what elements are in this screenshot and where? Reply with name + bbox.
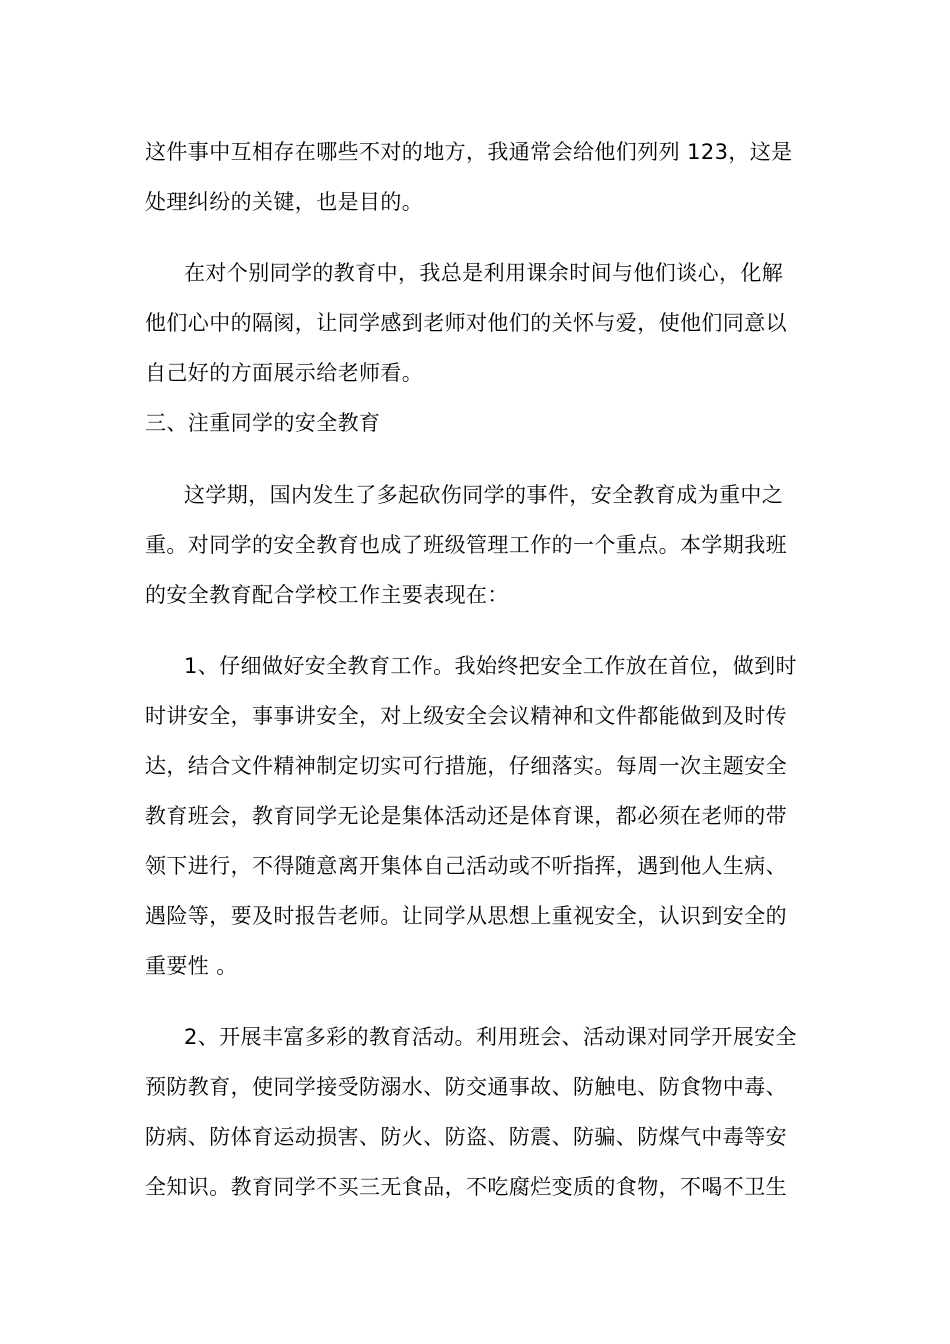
text-line: 预防教育，使同学接受防溺水、防交通事故、防触电、防食物中毒、 — [145, 1075, 787, 1099]
text-line: 2、开展丰富多彩的教育活动。利用班会、活动课对同学开展安全 — [184, 1025, 797, 1049]
text-line: 重。对同学的安全教育也成了班级管理工作的一个重点。本学期我班 — [145, 533, 787, 557]
text-line: 这件事中互相存在哪些不对的地方，我通常会给他们列列 123，这是 — [145, 140, 793, 164]
text-line: 时讲安全，事事讲安全，对上级安全会议精神和文件都能做到及时传 — [145, 704, 787, 728]
text-line: 1、仔细做好安全教育工作。我始终把安全工作放在首位，做到时 — [184, 654, 797, 678]
section-heading: 三、注重同学的安全教育 — [145, 411, 381, 435]
text-line: 全知识。教育同学不买三无食品，不吃腐烂变质的食物，不喝不卫生 — [145, 1175, 787, 1199]
text-line: 教育班会，教育同学无论是集体活动还是体育课，都必须在老师的带 — [145, 804, 787, 828]
text-line: 处理纠纷的关键，也是目的。 — [145, 190, 424, 214]
text-line: 的安全教育配合学校工作主要表现在： — [145, 583, 509, 607]
text-line: 在对个别同学的教育中，我总是利用课余时间与他们谈心，化解 — [184, 261, 784, 285]
text-line: 领下进行，不得随意离开集体自己活动或不听指挥，遇到他人生病、 — [145, 854, 787, 878]
text-line: 防病、防体育运动损害、防火、防盗、防震、防骗、防煤气中毒等安 — [145, 1125, 787, 1149]
text-line: 达，结合文件精神制定切实可行措施，仔细落实。每周一次主题安全 — [145, 754, 787, 778]
text-line: 这学期，国内发生了多起砍伤同学的事件，安全教育成为重中之 — [184, 483, 784, 507]
text-line: 自己好的方面展示给老师看。 — [145, 361, 424, 385]
text-line: 遇险等，要及时报告老师。让同学从思想上重视安全，认识到安全的 — [145, 904, 787, 928]
text-line: 他们心中的隔阂，让同学感到老师对他们的关怀与爱，使他们同意以 — [145, 311, 787, 335]
text-line: 重要性 。 — [145, 954, 238, 978]
